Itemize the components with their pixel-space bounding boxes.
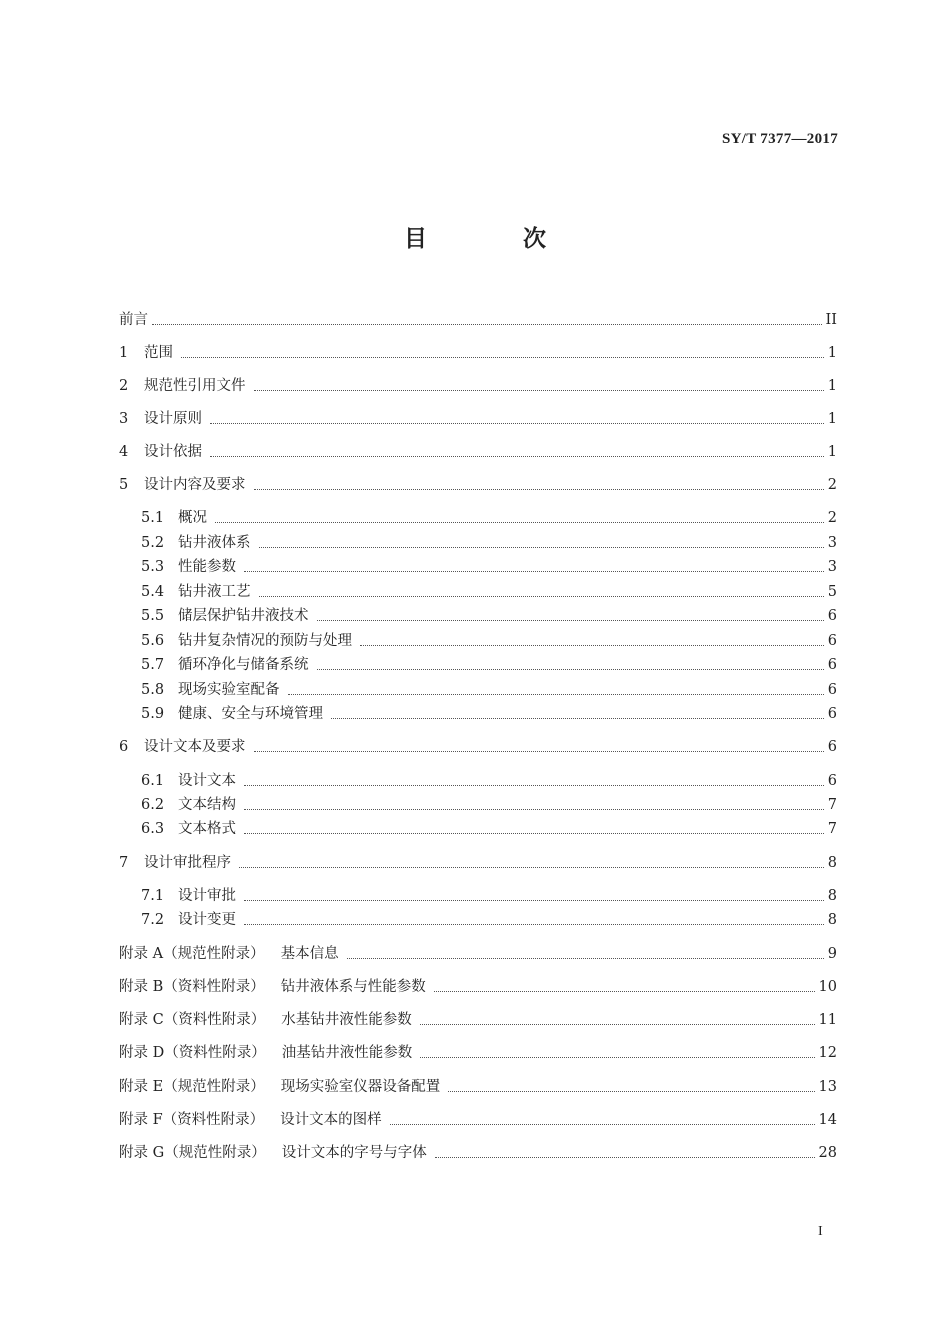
toc-entry-2[interactable]: [119, 375, 837, 397]
toc-page: 6: [827, 682, 837, 698]
toc-entry-1[interactable]: [119, 342, 837, 364]
toc-number: 5.9: [141, 706, 165, 722]
toc-label: 油基钻井液性能参数: [281, 1045, 413, 1061]
leader-dots: [239, 866, 824, 868]
toc-page: 8: [827, 912, 837, 928]
leader-dots: [215, 521, 824, 523]
toc-page: 7: [827, 821, 837, 837]
appendix-prefix: 附录 F（资料性附录）: [119, 1112, 265, 1128]
leader-dots: [331, 717, 824, 719]
toc-page: 12: [818, 1045, 837, 1061]
toc-entry-5-8[interactable]: [141, 679, 837, 701]
toc-entry-5-7[interactable]: [141, 654, 837, 676]
toc-entry-6-3[interactable]: [141, 818, 837, 840]
leader-dots: [360, 644, 824, 646]
toc-entry-3[interactable]: [119, 408, 837, 430]
toc-entry-6[interactable]: [119, 736, 837, 758]
toc-number: 1: [119, 345, 129, 361]
toc-entry-5-6[interactable]: [141, 630, 837, 652]
toc-page: 6: [827, 633, 837, 649]
page-number: I: [818, 1224, 823, 1239]
toc-number: 5.7: [141, 657, 165, 673]
toc-label: 设计文本: [178, 773, 236, 789]
toc-page: 2: [827, 477, 837, 493]
toc-page: 28: [818, 1145, 837, 1161]
toc-page: II: [825, 312, 837, 328]
leader-dots: [244, 923, 824, 925]
toc-label: 概况: [178, 510, 207, 526]
toc-entry-5-5[interactable]: [141, 605, 837, 627]
leader-dots: [244, 784, 824, 786]
toc-page: 2: [827, 510, 837, 526]
leader-dots: [448, 1090, 814, 1092]
toc-page: 14: [818, 1112, 837, 1128]
toc-page: 9: [827, 946, 837, 962]
standard-code: SY/T 7377—2017: [721, 131, 838, 147]
appendix-prefix: 附录 B（资料性附录）: [119, 979, 265, 995]
toc-label: 设计原则: [144, 411, 202, 427]
leader-dots: [244, 570, 824, 572]
toc-label: 钻井液体系: [178, 535, 251, 551]
toc-entry-appendix-g[interactable]: [119, 1142, 837, 1164]
toc-entry-6-1[interactable]: [141, 770, 837, 792]
leader-dots: [244, 808, 824, 810]
toc-number: 5.3: [141, 559, 165, 575]
leader-dots: [390, 1123, 815, 1125]
toc-page: 6: [827, 773, 837, 789]
toc-label: 设计变更: [178, 912, 236, 928]
leader-dots: [152, 323, 822, 325]
appendix-prefix: 附录 D（资料性附录）: [119, 1045, 266, 1061]
appendix-prefix: 附录 G（规范性附录）: [119, 1145, 266, 1161]
toc-entry-5-9[interactable]: [141, 703, 837, 725]
toc-label: 范围: [144, 345, 173, 361]
leader-dots: [317, 619, 824, 621]
toc-number: 6.3: [141, 821, 165, 837]
toc-page: 8: [827, 855, 837, 871]
toc-entry-7-1[interactable]: [141, 885, 837, 907]
toc-page: 5: [827, 584, 837, 600]
toc-number: 5.6: [141, 633, 165, 649]
toc-label: 前言: [119, 312, 148, 328]
leader-dots: [181, 356, 824, 358]
toc-label: 设计审批程序: [144, 855, 231, 871]
page-title: 目 次: [403, 226, 590, 252]
toc-entry-foreword[interactable]: [119, 309, 837, 331]
toc-label: 现场实验室仪器设备配置: [280, 1079, 441, 1095]
toc-page: 6: [827, 608, 837, 624]
leader-dots: [254, 389, 824, 391]
toc-number: 4: [119, 444, 129, 460]
toc-page: 6: [827, 657, 837, 673]
toc-number: 7.1: [141, 888, 165, 904]
toc-number: 6.2: [141, 797, 165, 813]
toc-entry-5-4[interactable]: [141, 581, 837, 603]
toc-label: 性能参数: [178, 559, 236, 575]
leader-dots: [210, 422, 824, 424]
appendix-prefix: 附录 C（资料性附录）: [119, 1012, 266, 1028]
leader-dots: [347, 957, 824, 959]
toc-entry-5-1[interactable]: [141, 507, 837, 529]
toc-label: 规范性引用文件: [144, 378, 246, 394]
toc-entry-5-2[interactable]: [141, 532, 837, 554]
leader-dots: [244, 899, 824, 901]
toc-number: 6: [119, 739, 129, 755]
toc-entry-6-2[interactable]: [141, 794, 837, 816]
toc-number: 5.1: [141, 510, 165, 526]
leader-dots: [420, 1023, 815, 1025]
toc-page: 1: [827, 378, 837, 394]
toc-label: 设计文本及要求: [144, 739, 246, 755]
toc-number: 5.5: [141, 608, 165, 624]
toc-label: 设计文本的字号与字体: [281, 1145, 427, 1161]
leader-dots: [259, 595, 824, 597]
toc-label: 循环净化与储备系统: [178, 657, 309, 673]
toc-page: 6: [827, 739, 837, 755]
leader-dots: [254, 750, 824, 752]
toc-entry-7[interactable]: [119, 852, 837, 874]
toc-number: 7: [119, 855, 129, 871]
toc-page: 8: [827, 888, 837, 904]
leader-dots: [317, 668, 824, 670]
toc-label: 钻井液工艺: [178, 584, 251, 600]
toc-number: 5.8: [141, 682, 165, 698]
toc-page: 6: [827, 706, 837, 722]
toc-number: 3: [119, 411, 129, 427]
toc-label: 水基钻井液性能参数: [281, 1012, 412, 1028]
toc-page: 1: [827, 345, 837, 361]
toc-entry-5-3[interactable]: [141, 556, 837, 578]
leader-dots: [244, 832, 824, 834]
toc-label: 健康、安全与环境管理: [178, 706, 323, 722]
toc-page: 1: [827, 411, 837, 427]
toc-label: 文本结构: [178, 797, 236, 813]
toc-number: 6.1: [141, 773, 165, 789]
toc-page: 3: [827, 535, 837, 551]
toc-number: 5.2: [141, 535, 165, 551]
toc-entry-appendix-f[interactable]: [119, 1109, 837, 1131]
toc-entry-appendix-e[interactable]: [119, 1076, 837, 1098]
toc-number: 5.4: [141, 584, 165, 600]
toc-page: 1: [827, 444, 837, 460]
leader-dots: [259, 546, 824, 548]
toc-page: 10: [818, 979, 837, 995]
toc-label: 文本格式: [178, 821, 236, 837]
toc-number: 2: [119, 378, 129, 394]
leader-dots: [420, 1056, 814, 1058]
toc-entry-4[interactable]: [119, 441, 837, 463]
toc-label: 设计审批: [178, 888, 236, 904]
toc-number: 5: [119, 477, 129, 493]
toc-page: 7: [827, 797, 837, 813]
toc-page: 3: [827, 559, 837, 575]
toc-page: 13: [818, 1079, 837, 1095]
toc-entry-5[interactable]: [119, 474, 837, 496]
appendix-prefix: 附录 A（规范性附录）: [119, 946, 265, 962]
toc-label: 现场实验室配备: [178, 682, 280, 698]
leader-dots: [210, 455, 824, 457]
appendix-prefix: 附录 E（规范性附录）: [119, 1079, 265, 1095]
toc-entry-appendix-d[interactable]: [119, 1042, 837, 1064]
toc-label: 基本信息: [280, 946, 339, 962]
toc-label: 储层保护钻井液技术: [178, 608, 309, 624]
toc-label: 钻井复杂情况的预防与处理: [178, 633, 352, 649]
toc-label: 设计依据: [144, 444, 202, 460]
leader-dots: [434, 990, 815, 992]
toc-entry-appendix-a[interactable]: [119, 943, 837, 965]
leader-dots: [435, 1156, 815, 1158]
toc-page: 11: [818, 1012, 837, 1028]
toc-number: 7.2: [141, 912, 165, 928]
leader-dots: [254, 488, 824, 490]
leader-dots: [288, 693, 824, 695]
toc-entry-appendix-c[interactable]: [119, 1009, 837, 1031]
toc-entry-appendix-b[interactable]: [119, 976, 837, 998]
toc-entry-7-2[interactable]: [141, 909, 837, 931]
toc-label: 钻井液体系与性能参数: [280, 979, 426, 995]
toc-label: 设计文本的图样: [280, 1112, 382, 1128]
toc-label: 设计内容及要求: [144, 477, 246, 493]
